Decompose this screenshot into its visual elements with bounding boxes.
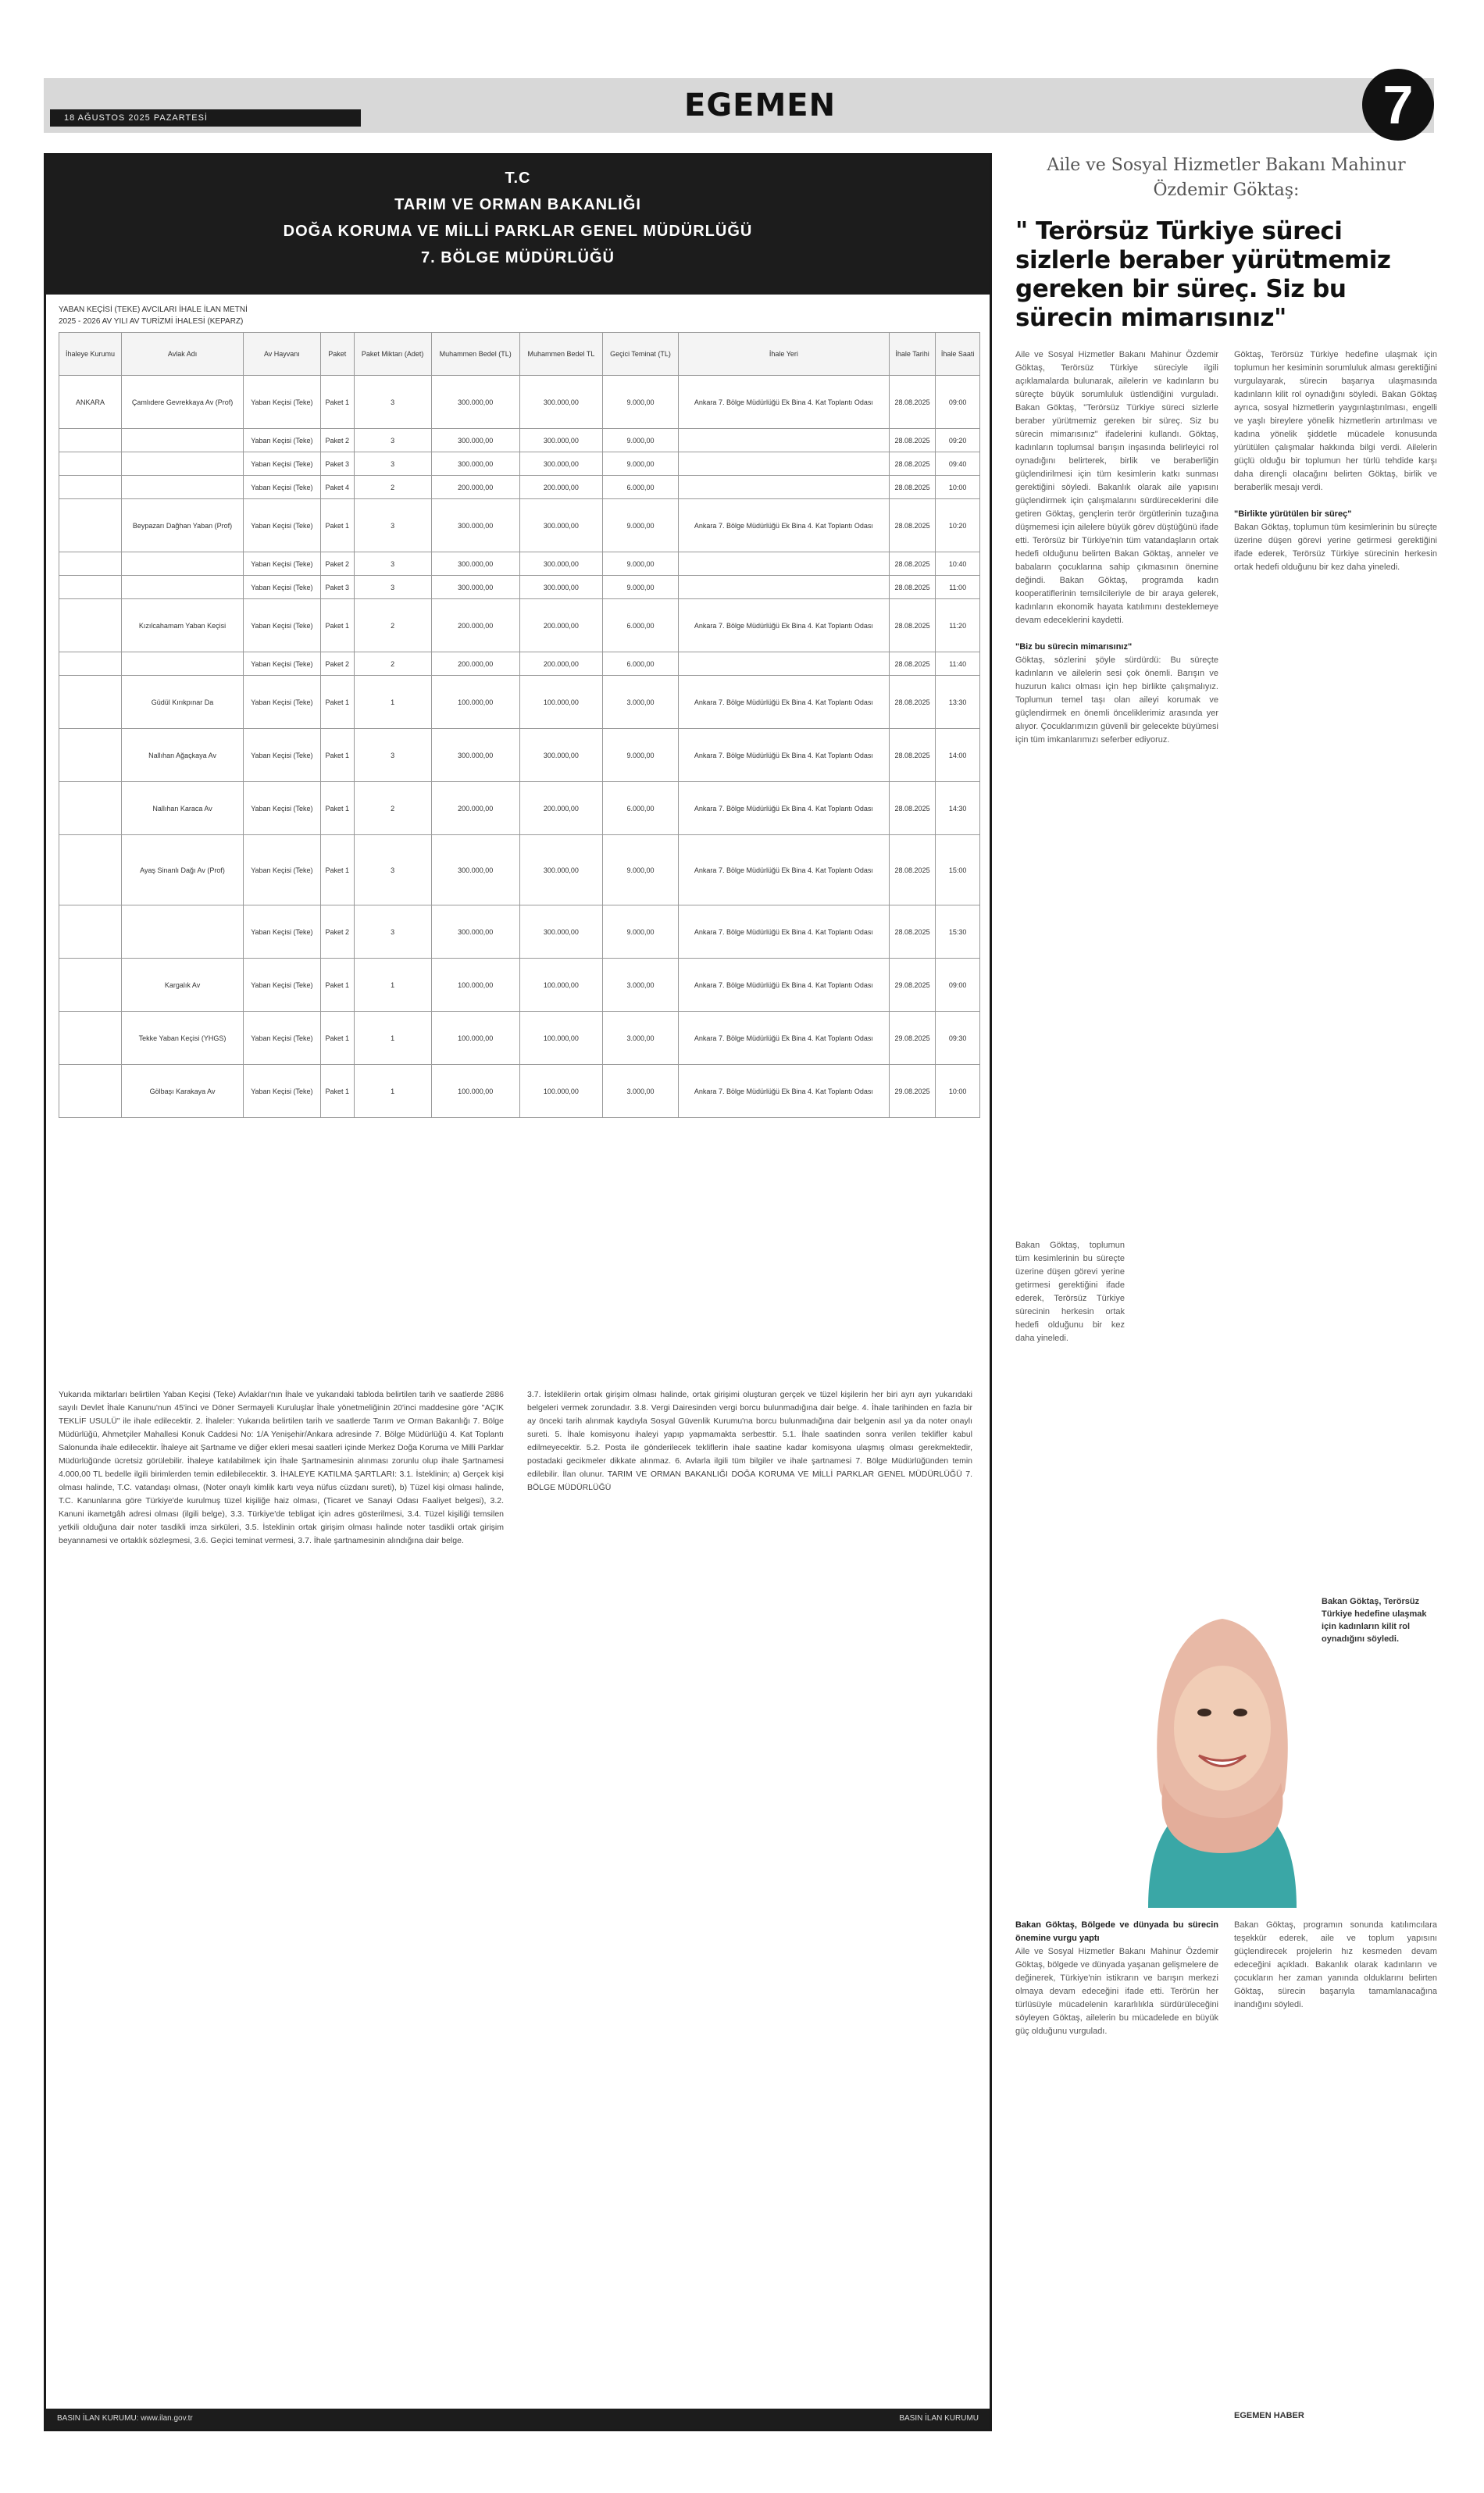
table-cell: 300.000,00	[431, 905, 519, 959]
table-cell: Ankara 7. Bölge Müdürlüğü Ek Bina 4. Kat Toplantı Odası	[679, 959, 890, 1012]
table-cell: 28.08.2025	[889, 729, 936, 782]
table-cell: Ankara 7. Bölge Müdürlüğü Ek Bina 4. Kat Toplantı Odası	[679, 782, 890, 835]
table-cell: 28.08.2025	[889, 376, 936, 429]
table-cell: Yaban Keçisi (Teke)	[244, 905, 321, 959]
table-cell: 3	[354, 499, 431, 552]
table-cell	[59, 599, 122, 652]
table-cell	[59, 1012, 122, 1065]
table-cell: Ankara 7. Bölge Müdürlüğü Ek Bina 4. Kat Toplantı Odası	[679, 1012, 890, 1065]
subtitle-line: 2025 - 2026 AV YILI AV TURİZMİ İHALESİ (KEPARZ)	[59, 317, 244, 326]
table-cell: 6.000,00	[603, 652, 679, 676]
table-cell	[59, 959, 122, 1012]
table-cell: Kargalık Av	[122, 959, 244, 1012]
table-cell: 9.000,00	[603, 729, 679, 782]
table-cell: Tekke Yaban Keçisi (YHGS)	[122, 1012, 244, 1065]
table-cell: 9.000,00	[603, 429, 679, 452]
table-cell: 1	[354, 1012, 431, 1065]
table-cell: Paket 2	[320, 552, 354, 576]
table-cell: 15:30	[936, 905, 980, 959]
table-cell	[679, 552, 890, 576]
table-cell: Yaban Keçisi (Teke)	[244, 676, 321, 729]
table-row	[59, 905, 980, 959]
announcement-header	[46, 155, 990, 295]
table-row	[59, 452, 980, 476]
table-cell: 300.000,00	[519, 729, 602, 782]
table-cell: 09:20	[936, 429, 980, 452]
table-cell: 3	[354, 429, 431, 452]
table-cell: 28.08.2025	[889, 452, 936, 476]
table-row	[59, 652, 980, 676]
tender-announcement	[44, 153, 992, 2431]
tender-table	[59, 332, 980, 1118]
table-cell: 200.000,00	[431, 782, 519, 835]
table-cell: 9.000,00	[603, 576, 679, 599]
table-cell	[59, 652, 122, 676]
table-cell: Yaban Keçisi (Teke)	[244, 599, 321, 652]
column-header: Avlak Adı	[122, 333, 244, 376]
table-cell: 2	[354, 652, 431, 676]
table-cell: Paket 1	[320, 599, 354, 652]
table-cell: 6.000,00	[603, 782, 679, 835]
column-header: Paket	[320, 333, 354, 376]
table-cell: 100.000,00	[519, 959, 602, 1012]
table-cell: 28.08.2025	[889, 552, 936, 576]
article-headline: " Terörsüz Türkiye süreci sizlerle beraber yürütmemiz gereken bir süreç. Siz bu sürecin mimarısınız"	[1015, 217, 1391, 332]
table-cell	[122, 476, 244, 499]
table-cell: 300.000,00	[519, 552, 602, 576]
table-cell: 28.08.2025	[889, 782, 936, 835]
table-cell: 3.000,00	[603, 676, 679, 729]
table-cell: Yaban Keçisi (Teke)	[244, 959, 321, 1012]
table-cell: Paket 2	[320, 905, 354, 959]
table-row	[59, 599, 980, 652]
table-cell: 29.08.2025	[889, 1012, 936, 1065]
table-cell: 10:20	[936, 499, 980, 552]
table-cell: 3.000,00	[603, 1065, 679, 1118]
table-cell: 200.000,00	[519, 652, 602, 676]
table-cell: 28.08.2025	[889, 905, 936, 959]
table-cell	[122, 652, 244, 676]
table-cell: Paket 2	[320, 429, 354, 452]
table-cell	[59, 499, 122, 552]
table-cell: Yaban Keçisi (Teke)	[244, 576, 321, 599]
table-cell: 300.000,00	[519, 835, 602, 905]
table-cell: Ankara 7. Bölge Müdürlüğü Ek Bina 4. Kat Toplantı Odası	[679, 499, 890, 552]
table-cell: Paket 3	[320, 452, 354, 476]
table-cell: 28.08.2025	[889, 576, 936, 599]
table-cell: 2	[354, 782, 431, 835]
body-text-left: Aile ve Sosyal Hizmetler Bakanı Mahinur Özdemir Göktaş, Terörsüz Türkiye süreciyle ilgili açıklamalarda bulunarak, ailelerin ve kadınların bu süreçte büyük sorumluluk üstlendiğini vurguladı. Bakan Göktaş, "Terörsüz Türkiye süreci sizlerle beraber yürütmemiz gereken bir süreç. Siz bu sürecin mimarısınız" ifadelerini kullandı. Göktaş, kadınların toplumsal barışın inşasında belirleyici rol oynadığını belirterek, birlik ve beraberliğin güçlendirilmesi için tüm kesimlerin katkı sunması gerektiğini söyledi. Bakanlık olarak aile yapısını güçlendirmek için çalışmalarını sürdüreceklerini dile getiren Göktaş, gençlerin terör örgütlerinin tuzağına düşmemesi için ailelere büyük görev düştüğünü ifade etti. Terörsüz bir Türkiye'nin tüm vatandaşların ortak hedefi olduğunu belirten Bakan Göktaş, anneler ve babaların çocuklarına sahip çıkmasının önemine değindi. Bakan Göktaş, programda kadın kooperatiflerinin temsilcileriyle de bir araya gelerek, kadınların ekonomik hayata katılımını desteklemeye devam edeceklerini kaydetti.	[1015, 350, 1218, 625]
table-cell: 3	[354, 552, 431, 576]
table-cell: 09:40	[936, 452, 980, 476]
table-cell: Yaban Keçisi (Teke)	[244, 552, 321, 576]
table-cell	[59, 576, 122, 599]
table-cell: 100.000,00	[519, 1065, 602, 1118]
table-cell: 100.000,00	[431, 959, 519, 1012]
table-cell	[59, 729, 122, 782]
table-cell: 300.000,00	[519, 429, 602, 452]
table-cell: 9.000,00	[603, 452, 679, 476]
table-cell: 3.000,00	[603, 1012, 679, 1065]
article-subhead: "Biz bu sürecin mimarısınız"	[1015, 642, 1133, 652]
table-cell: 6.000,00	[603, 599, 679, 652]
tender-conditions	[59, 1388, 980, 2404]
table-cell: 09:00	[936, 959, 980, 1012]
table-cell: 1	[354, 1065, 431, 1118]
conditions-left: Yukarıda miktarları belirtilen Yaban Keçisi (Teke) Avlakları'nın İhale ve yukarıdaki tabloda belirtilen tarih ve saatlerde 2886 sayılı Devlet İhale Kanunu'nun 45'inci ve Döner Sermayeli Kuruluşlar İhale yönetmeliğinin 20'inci maddesine göre "AÇIK TEKLİF USULÜ" ile ihale edilecektir. 2. İhaleler: Yukarıda belirtilen tarih ve saatlerde Tarım ve Orman Bakanlığı 7. Bölge Müdürlüğü, Ahmetçiler Mahallesi Konuk Caddesi No: 1/A Yenişehir/Ankara adresinde 7. Bölge Müdürlüğü 4. Kat Toplantı Salonunda ihale edilecektir. İhaleye ait Şartname ve diğer ekleri mesai saatleri içinde Merkez Doğa Koruma ve Milli Parklar Müdürlüğünde ücretsiz görülebilir. İhaleye katılabilmek için İhale Şartnamesinin alınması zorunlu olup ihale Şartnamesi 4.000,00 TL bedelle ilgili birimlerden temin edilebilecektir. 3. İHALEYE KATILMA ŞARTLARI: 3.1. İsteklinin; a) Gerçek kişi olması halinde, T.C. vatandaşı olması, (Noter onaylı kimlik kartı veya nüfus cüzdanı sureti), b) Tüzel kişi olması halinde, T.C. Kanunlarına göre Türkiye'de kurulmuş tüzel kişiliğe haiz olması, (Ticaret ve Sanayi Odası Faaliyet belgesi), 3.2. Kanuni ikametgâh adresi olması (ilgili belge), 3.3. Türkiye'de tebligat için adres gösterilmesi, 3.4. Tüzel kişiliği temsilen yetkili olduğuna dair noter tasdikli imza sirküleri, 3.5. İsteklinin ortak girişim olması halinde noter tasdikli ortak girişim beyannamesi ve ortaklık sözleşmesi, 3.6. Geçici teminat vermesi, 3.7. İhale şartnamesinin alındığına dair belge.	[59, 1390, 504, 1545]
table-row	[59, 429, 980, 452]
table-cell	[122, 576, 244, 599]
table-cell: 14:00	[936, 729, 980, 782]
table-cell: Gölbaşı Karakaya Av	[122, 1065, 244, 1118]
table-cell: Paket 4	[320, 476, 354, 499]
table-cell: 09:30	[936, 1012, 980, 1065]
table-cell: 200.000,00	[431, 599, 519, 652]
subtitle-line: YABAN KEÇİSİ (TEKE) AVCILARI İHALE İLAN METNİ	[59, 305, 248, 314]
body-text-bottom-right: Bakan Göktaş, programın sonunda katılımcılara teşekkür ederek, aile ve toplum yapısını güçlendirecek projelerin hız kesmeden devam edeceğini açıkladı. Bakanlık olarak kadınların ve çocukların her zaman yanında olduklarını belirten Göktaş, sürecin başarıyla tamamlanacağına inandığını söyledi.	[1234, 1920, 1437, 2009]
minister-portrait	[1133, 1595, 1312, 1908]
table-cell: 3	[354, 576, 431, 599]
table-cell: Paket 2	[320, 652, 354, 676]
table-cell: 09:00	[936, 376, 980, 429]
column-header: Muhammen Bedel TL	[519, 333, 602, 376]
table-cell: 6.000,00	[603, 476, 679, 499]
table-cell: Paket 3	[320, 576, 354, 599]
table-cell: Yaban Keçisi (Teke)	[244, 476, 321, 499]
table-cell: 100.000,00	[519, 676, 602, 729]
footer-right: BASIN İLAN KURUMU	[899, 2414, 979, 2423]
table-cell: Paket 1	[320, 959, 354, 1012]
table-cell: 10:00	[936, 476, 980, 499]
table-cell: 1	[354, 676, 431, 729]
table-cell: 100.000,00	[519, 1012, 602, 1065]
table-cell: Paket 1	[320, 1012, 354, 1065]
table-cell: 300.000,00	[431, 429, 519, 452]
footer-left: BASIN İLAN KURUMU: www.ilan.gov.tr	[57, 2414, 193, 2423]
table-cell: 14:30	[936, 782, 980, 835]
table-cell: 200.000,00	[431, 476, 519, 499]
table-cell: 300.000,00	[431, 499, 519, 552]
table-cell: Yaban Keçisi (Teke)	[244, 782, 321, 835]
table-cell: Paket 1	[320, 1065, 354, 1118]
column-header: Muhammen Bedel (TL)	[431, 333, 519, 376]
table-cell: Yaban Keçisi (Teke)	[244, 499, 321, 552]
table-cell: Kızılcahamam Yaban Keçisi	[122, 599, 244, 652]
table-cell: 3	[354, 376, 431, 429]
table-cell: 28.08.2025	[889, 599, 936, 652]
table-cell: 3	[354, 729, 431, 782]
table-cell: 200.000,00	[519, 599, 602, 652]
table-row	[59, 676, 980, 729]
masthead-date: 18 AĞUSTOS 2025 PAZARTESİ	[50, 109, 361, 127]
table-cell: 9.000,00	[603, 376, 679, 429]
table-cell: Nallıhan Karaca Av	[122, 782, 244, 835]
table-cell: 300.000,00	[431, 452, 519, 476]
table-cell: Yaban Keçisi (Teke)	[244, 1065, 321, 1118]
table-row	[59, 1012, 980, 1065]
table-cell: 29.08.2025	[889, 1065, 936, 1118]
table-cell: 28.08.2025	[889, 652, 936, 676]
table-cell: 200.000,00	[519, 476, 602, 499]
body-text-bottom: Aile ve Sosyal Hizmetler Bakanı Mahinur Özdemir Göktaş, bölgede ve dünyada yaşanan gelişmelere de değinerek, Türkiye'nin istikrarın ve barışın merkezi olmaya devam edeceğini ifade etti. Terörün her türlüsüyle mücadelenin kararlılıkla sürdürüleceğini söyleyen Göktaş, ailelerin bu mücadelede en büyük güç olduğunu vurguladı.	[1015, 1947, 1218, 2036]
table-cell: 11:20	[936, 599, 980, 652]
table-cell	[679, 576, 890, 599]
table-cell: 29.08.2025	[889, 959, 936, 1012]
article-kicker: Aile ve Sosyal Hizmetler Bakanı Mahinur Özdemir Göktaş:	[1047, 155, 1406, 200]
table-cell	[122, 552, 244, 576]
table-cell: Çamlıdere Gevrekkaya Av (Prof)	[122, 376, 244, 429]
article-body-narrow	[1015, 1239, 1125, 1583]
table-cell: 3	[354, 905, 431, 959]
table-cell: 11:40	[936, 652, 980, 676]
column-header: İhale Yeri	[679, 333, 890, 376]
table-cell: 300.000,00	[519, 452, 602, 476]
table-cell: 3	[354, 835, 431, 905]
conditions-right: 3.7. İsteklilerin ortak girişim olması halinde, ortak girişimi oluşturan gerçek ve tüzel kişilerin her biri ayrı ayrı yukarıdaki belgeleri vermek zorundadır. 3.8. Vergi Dairesinden vergi borcu bulunmadığına dair belge. 4. İhale tarihinden en fazla bir ay önceki tarih alınmak kaydıyla Sosyal Güvenlik Kurumu'na borcu bulunmadığına dair belgenin asıl ya da noter onaylı sureti. 5. İhale komisyonu ihaleyi yapıp yapmamakta serbesttir. 5.1. İhale saatinden sonra verilen teklifler kabul edilmeyecektir. 5.2. Posta ile gönderilecek tekliflerin ihale saatine kadar komisyona ulaşmış olması gerekmektedir, postadaki gecikmeler dikkate alınmaz. 6. Avlarla ilgili tüm bilgiler ve ihale şartnamesi 7. Bölge Müdürlüğünden temin edilebilir. İlan olunur. TARIM VE ORMAN BAKANLIĞI DOĞA KORUMA VE MİLLİ PARKLAR GENEL MÜDÜRLÜĞÜ 7. BÖLGE MÜDÜRLÜĞÜ	[527, 1390, 972, 1492]
table-row	[59, 552, 980, 576]
table-cell: 10:40	[936, 552, 980, 576]
article-body-right	[1234, 348, 1437, 1583]
table-cell: 28.08.2025	[889, 429, 936, 452]
table-cell: 300.000,00	[431, 552, 519, 576]
article-body-bottom-right	[1234, 1919, 1437, 2403]
table-cell: 100.000,00	[431, 676, 519, 729]
page-number-badge: 7	[1362, 69, 1434, 141]
table-cell: Yaban Keçisi (Teke)	[244, 652, 321, 676]
table-cell: ANKARA	[59, 376, 122, 429]
newspaper-title: EGEMEN	[684, 88, 837, 123]
table-cell: Ankara 7. Bölge Müdürlüğü Ek Bina 4. Kat Toplantı Odası	[679, 599, 890, 652]
table-cell: 100.000,00	[431, 1065, 519, 1118]
body-text-narrow: Bakan Göktaş, toplumun tüm kesimlerinin bu süreçte üzerine düşen görevi yerine getirmesi gerektiğini ifade ederek, Terörsüz Türkiye sürecinin herkesin ortak hedefi olduğunu bir kez daha yineledi.	[1015, 1241, 1125, 1343]
table-cell: Yaban Keçisi (Teke)	[244, 729, 321, 782]
table-cell: Paket 1	[320, 676, 354, 729]
body-text-left-2: Göktaş, sözlerini şöyle sürdürdü: Bu süreçte kadınların ve ailelerin sesi çok önemli. Barışın ve huzurun kalıcı olması için hep birlikte çalışmalıyız. Toplumun temel taşı olan aileyi korumak ve güçlendirmek en önemli önceliklerimiz arasında yer alıyor. Çocuklarımızın güvenli bir gelecekte büyümesi için tüm imkanlarımızı seferber ediyoruz.	[1015, 655, 1218, 745]
column-header: İhaleye Kurumu	[59, 333, 122, 376]
header-line: TARIM VE ORMAN BAKANLIĞI	[394, 196, 641, 213]
table-cell: 200.000,00	[431, 652, 519, 676]
table-cell: 1	[354, 959, 431, 1012]
table-cell	[59, 452, 122, 476]
table-cell: 2	[354, 599, 431, 652]
table-cell: 9.000,00	[603, 552, 679, 576]
article-body-bottom-left	[1015, 1919, 1218, 2419]
table-cell: 2	[354, 476, 431, 499]
table-row	[59, 959, 980, 1012]
table-cell	[59, 835, 122, 905]
table-cell: 300.000,00	[519, 376, 602, 429]
table-cell: Paket 1	[320, 835, 354, 905]
article-subhead: Bakan Göktaş, Bölgede ve dünyada bu sürecin önemine vurgu yaptı	[1015, 1920, 1218, 1943]
table-cell: 3	[354, 452, 431, 476]
table-cell: 9.000,00	[603, 499, 679, 552]
table-row	[59, 729, 980, 782]
table-cell: Ankara 7. Bölge Müdürlüğü Ek Bina 4. Kat Toplantı Odası	[679, 835, 890, 905]
table-cell: 13:30	[936, 676, 980, 729]
table-cell	[59, 1065, 122, 1118]
table-cell: 28.08.2025	[889, 476, 936, 499]
table-cell: 15:00	[936, 835, 980, 905]
table-cell: 11:00	[936, 576, 980, 599]
column-header: İhale Saati	[936, 333, 980, 376]
table-cell	[679, 476, 890, 499]
table-cell: Ankara 7. Bölge Müdürlüğü Ek Bina 4. Kat Toplantı Odası	[679, 676, 890, 729]
masthead	[44, 74, 1434, 135]
header-line: T.C	[505, 170, 531, 187]
table-cell: 28.08.2025	[889, 499, 936, 552]
table-cell	[122, 452, 244, 476]
column-header: İhale Tarihi	[889, 333, 936, 376]
announcement-footer	[46, 2409, 990, 2429]
table-cell: Yaban Keçisi (Teke)	[244, 452, 321, 476]
table-row	[59, 476, 980, 499]
table-cell: Beypazarı Dağhan Yaban (Prof)	[122, 499, 244, 552]
table-cell: Nallıhan Ağaçkaya Av	[122, 729, 244, 782]
article-subhead: "Birlikte yürütülen bir süreç"	[1234, 509, 1352, 519]
article-body-left	[1015, 348, 1218, 1223]
table-cell: Paket 1	[320, 782, 354, 835]
table-cell	[59, 476, 122, 499]
table-cell: Yaban Keçisi (Teke)	[244, 376, 321, 429]
table-cell: Yaban Keçisi (Teke)	[244, 429, 321, 452]
table-cell: 10:00	[936, 1065, 980, 1118]
article-byline: EGEMEN HABER	[1234, 2411, 1304, 2420]
photo-caption: Bakan Göktaş, Terörsüz Türkiye hedefine ulaşmak için kadınların kilit rol oynadığını söyledi.	[1322, 1597, 1427, 1644]
table-cell: 9.000,00	[603, 905, 679, 959]
table-cell: Güdül Kırıkpınar Da	[122, 676, 244, 729]
table-cell	[59, 782, 122, 835]
column-header: Av Hayvanı	[244, 333, 321, 376]
table-cell: 300.000,00	[519, 499, 602, 552]
table-cell: Paket 1	[320, 729, 354, 782]
table-cell	[59, 552, 122, 576]
table-cell	[59, 905, 122, 959]
table-cell	[679, 452, 890, 476]
table-cell: 200.000,00	[519, 782, 602, 835]
table-cell: Paket 1	[320, 499, 354, 552]
table-cell: 28.08.2025	[889, 835, 936, 905]
table-cell	[679, 652, 890, 676]
table-cell: Ankara 7. Bölge Müdürlüğü Ek Bina 4. Kat Toplantı Odası	[679, 376, 890, 429]
table-header-row	[59, 333, 980, 376]
table-cell: 9.000,00	[603, 835, 679, 905]
table-cell: 300.000,00	[519, 905, 602, 959]
header-line: DOĞA KORUMA VE MİLLİ PARKLAR GENEL MÜDÜRLÜĞÜ	[283, 223, 753, 240]
table-cell	[59, 676, 122, 729]
table-cell	[122, 429, 244, 452]
table-cell: 3.000,00	[603, 959, 679, 1012]
table-cell: Ankara 7. Bölge Müdürlüğü Ek Bina 4. Kat Toplantı Odası	[679, 905, 890, 959]
announcement-subtitle	[46, 295, 990, 332]
table-cell: Ankara 7. Bölge Müdürlüğü Ek Bina 4. Kat Toplantı Odası	[679, 1065, 890, 1118]
body-text-right-2: Bakan Göktaş, toplumun tüm kesimlerinin bu süreçte üzerine düşen görevi yerine getirmesi gerektiğini ifade ederek, Terörsüz Türkiye sürecinin herkesin ortak hedefi olduğunu bir kez daha yineledi.	[1234, 523, 1437, 572]
table-row	[59, 499, 980, 552]
table-cell	[59, 429, 122, 452]
column-header: Paket Miktarı (Adet)	[354, 333, 431, 376]
table-row	[59, 1065, 980, 1118]
header-line: 7. BÖLGE MÜDÜRLÜĞÜ	[421, 249, 615, 266]
table-cell: 300.000,00	[519, 576, 602, 599]
table-cell: Ayaş Sinanlı Dağı Av (Prof)	[122, 835, 244, 905]
table-cell: Yaban Keçisi (Teke)	[244, 835, 321, 905]
table-cell: 300.000,00	[431, 376, 519, 429]
table-cell: 28.08.2025	[889, 676, 936, 729]
table-row	[59, 835, 980, 905]
table-cell: Ankara 7. Bölge Müdürlüğü Ek Bina 4. Kat Toplantı Odası	[679, 729, 890, 782]
table-cell	[679, 429, 890, 452]
table-cell	[122, 905, 244, 959]
table-cell: 300.000,00	[431, 835, 519, 905]
table-cell: Yaban Keçisi (Teke)	[244, 1012, 321, 1065]
table-row	[59, 782, 980, 835]
table-row	[59, 576, 980, 599]
table-row	[59, 376, 980, 429]
body-text-right: Göktaş, Terörsüz Türkiye hedefine ulaşmak için toplumun her kesiminin sorumluluk alması gerektiğini vurgulayarak, sürecin başarıya ulaşmasında kadınların kilit rol oynadığını söyledi. Bakan Göktaş ayrıca, sosyal hizmetlerin yaygınlaştırılması, engelli ve yaşlı bireylere yönelik hizmetlerin artırılması ve kadına yönelik şiddetle mücadele konusunda yürütülen çalışmalar hakkında bilgi verdi. Ailelerin güçlü olduğu bir toplumun her türlü tehdide karşı daha dirençli olacağını belirten Göktaş, birlik ve beraberlik mesajı verdi.	[1234, 350, 1437, 492]
table-cell: 300.000,00	[431, 576, 519, 599]
table-cell: 300.000,00	[431, 729, 519, 782]
table-cell: 100.000,00	[431, 1012, 519, 1065]
column-header: Geçici Teminat (TL)	[603, 333, 679, 376]
news-article	[1015, 153, 1437, 2431]
table-cell: Paket 1	[320, 376, 354, 429]
